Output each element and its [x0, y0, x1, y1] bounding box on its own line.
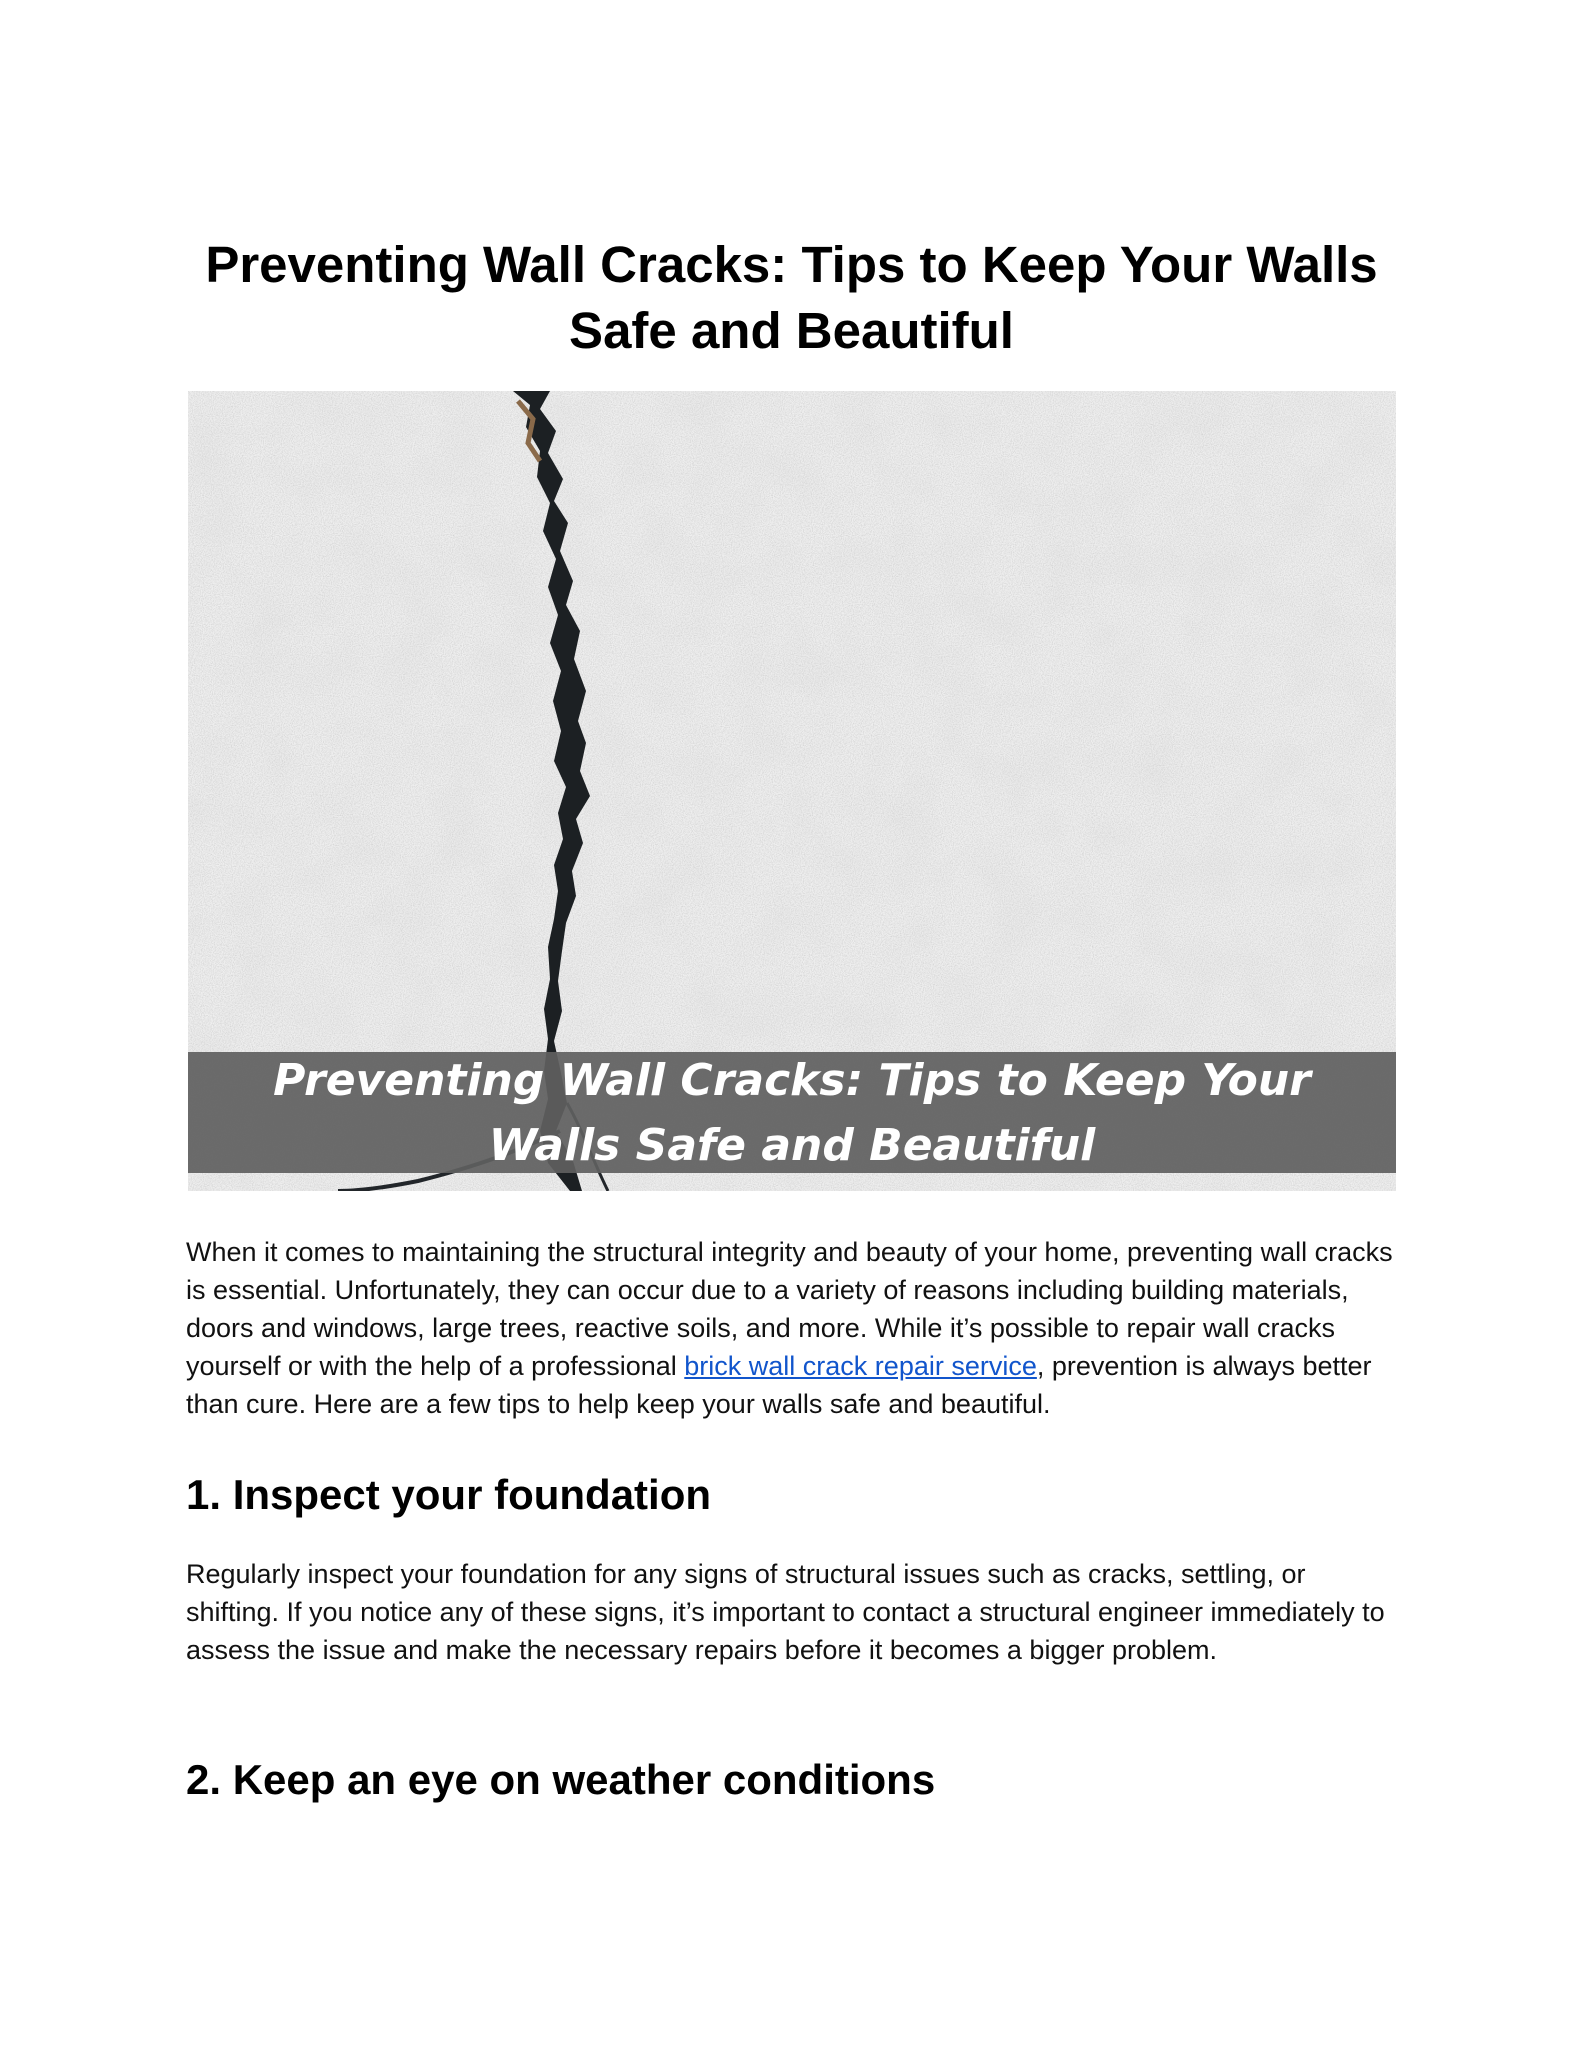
section-paragraph-inspect-foundation: Regularly inspect your foundation for any signs of structural issues such as cracks, settling, or shifting. If you notice any of these signs, it’s important to contact a structural engineer immediately to assess the issue and make the necessary repairs before it becomes a bigger problem.: [186, 1559, 1385, 1665]
section-heading-inspect-foundation: 1. Inspect your foundation: [186, 1471, 712, 1518]
section-heading-weather-conditions: 2. Keep an eye on weather conditions: [186, 1756, 936, 1803]
intro-paragraph: [186, 1233, 1401, 1423]
hero-image: [188, 391, 1396, 1191]
brick-wall-crack-repair-link[interactable]: brick wall crack repair service: [684, 1351, 1037, 1381]
document-title: [150, 232, 1433, 364]
hero-caption-line-1: Preventing Wall Cracks: Tips to Keep Your: [273, 1054, 1311, 1106]
intro-text-before-link: When it comes to maintaining the structural integrity and beauty of your home, preventing wall cracks is essential. Unfortunately, they can occur due to a variety of reasons including building materials, doors and windows, large trees, reactive soils, and more. While it’s possible to repair wall cracks yourself or with the help of a professional: [186, 1237, 1393, 1381]
intro-text-after-link: , prevention is always better than cure. Here are a few tips to help keep your walls safe and beautiful.: [186, 1351, 1372, 1419]
document-title-line-2: Safe and Beautiful: [569, 302, 1014, 359]
hero-caption-line-2: Walls Safe and Beautiful: [488, 1119, 1096, 1171]
document-title-line-1: Preventing Wall Cracks: Tips to Keep Your Walls: [205, 236, 1378, 293]
hero-caption-band: [188, 1052, 1396, 1173]
